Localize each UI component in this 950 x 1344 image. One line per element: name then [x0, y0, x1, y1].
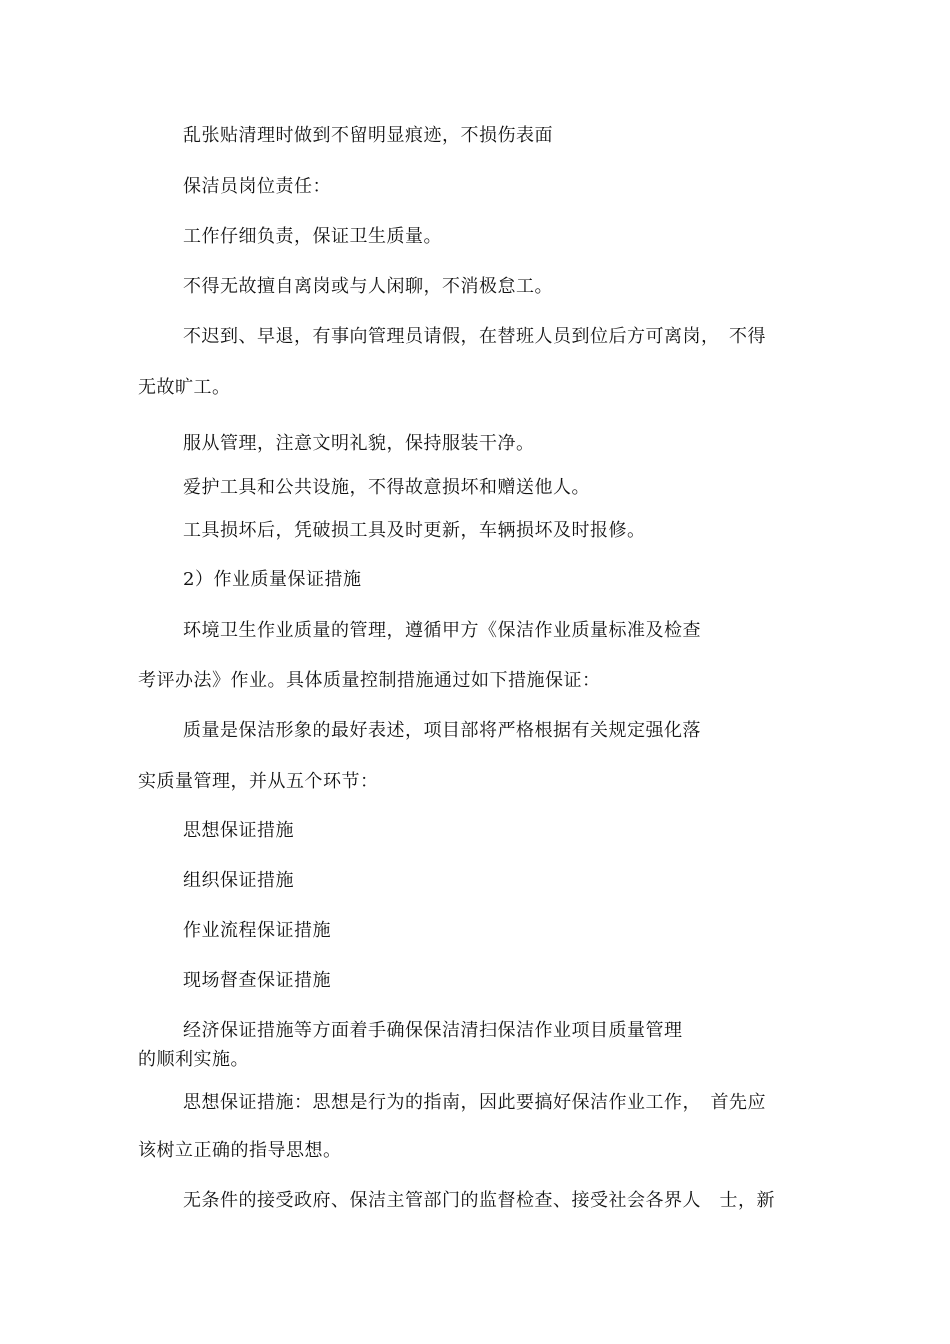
list-item: 现场督查保证措施: [183, 970, 331, 991]
list-item: 组织保证措施: [183, 870, 294, 891]
paragraph-line: 实质量管理，并从五个环节：: [138, 771, 379, 792]
list-item: 思想保证措施: [183, 820, 294, 841]
paragraph-line: 的顺利实施。: [138, 1049, 249, 1070]
paragraph-line: 不得无故擅自离岗或与人闲聊，不消极怠工。: [183, 276, 553, 297]
paragraph-line: 无故旷工。: [138, 377, 231, 398]
paragraph-line: 无条件的接受政府、保洁主管部门的监督检查、接受社会各界人 士，新: [183, 1190, 775, 1211]
paragraph-line: 工作仔细负责，保证卫生质量。: [183, 226, 442, 247]
paragraph-line: 不迟到、早退，有事向管理员请假，在替班人员到位后方可离岗， 不得: [183, 326, 766, 347]
paragraph-line: 思想保证措施：思想是行为的指南，因此要搞好保洁作业工作， 首先应: [183, 1092, 766, 1113]
paragraph-line: 该树立正确的指导思想。: [138, 1140, 342, 1161]
paragraph-line: 质量是保洁形象的最好表述，项目部将严格根据有关规定强化落: [183, 720, 701, 741]
paragraph-line: 工具损坏后，凭破损工具及时更新，车辆损坏及时报修。: [183, 520, 646, 541]
list-item: 作业流程保证措施: [183, 920, 331, 941]
paragraph-line: 乱张贴清理时做到不留明显痕迹，不损伤表面: [183, 125, 553, 146]
paragraph-line: 考评办法》作业。具体质量控制措施通过如下措施保证：: [138, 670, 601, 691]
paragraph-line: 环境卫生作业质量的管理，遵循甲方《保洁作业质量标准及检查: [183, 620, 701, 641]
section-heading: 保洁员岗位责任：: [183, 176, 331, 197]
section-heading: 2）作业质量保证措施: [183, 569, 362, 590]
paragraph-line: 爱护工具和公共设施，不得故意损坏和赠送他人。: [183, 477, 590, 498]
paragraph-line: 服从管理，注意文明礼貌，保持服装干净。: [183, 433, 535, 454]
paragraph-line: 经济保证措施等方面着手确保保洁清扫保洁作业项目质量管理: [183, 1020, 683, 1041]
